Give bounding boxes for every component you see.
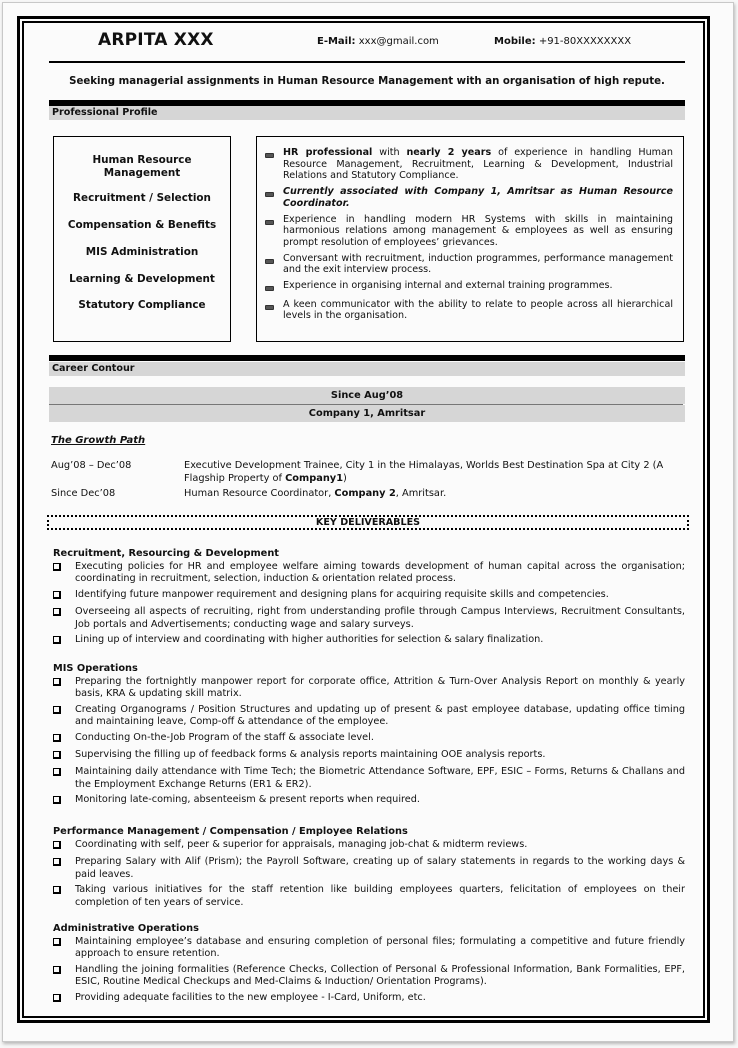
- email: [317, 36, 439, 47]
- text: Coordinating with self, peer & superior for appraisals, managing job-chat & midterm reviews.: [75, 839, 528, 850]
- square-bullet-icon: [53, 563, 61, 571]
- growth-date: Aug’08 – Dec’08: [51, 460, 132, 471]
- square-bullet-icon: [53, 841, 61, 849]
- text: Conducting On-the-Job Program of the staff & associate level.: [75, 731, 374, 743]
- square-bullet-icon: [53, 706, 61, 714]
- skill-item: Statutory Compliance: [78, 299, 206, 311]
- header-divider: [49, 61, 685, 63]
- rectangle-bullet-icon: [265, 153, 274, 158]
- deliverables-section: [53, 826, 685, 912]
- text: of experience in handling Human Resource Management, Recruitment, Learning & Development, Industrial Relations and Statutory Compliance.: [283, 147, 673, 182]
- core-skills-box: [53, 136, 231, 342]
- square-bullet-icon: [53, 678, 61, 686]
- square-bullet-icon: [53, 768, 61, 776]
- deliverables-section: [53, 663, 685, 812]
- growth-entry: [51, 488, 683, 501]
- rectangle-bullet-icon: [265, 220, 274, 225]
- career-company: Company 1, Amritsar: [49, 405, 685, 422]
- mobile: [494, 36, 631, 47]
- square-bullet-icon: [53, 938, 61, 946]
- candidate-name: ARPITA XXX: [98, 30, 214, 50]
- text: Lining up of interview and coordinating with higher authorities for selection & salary finalization.: [75, 634, 544, 646]
- growth-path-title: The Growth Path: [51, 435, 146, 446]
- profile-bullet: [265, 186, 673, 209]
- skill-item: Compensation & Benefits: [67, 219, 217, 231]
- profile-bullet: [265, 253, 673, 276]
- profile-bullet: [265, 214, 673, 249]
- text: ): [343, 472, 347, 484]
- square-bullet-icon: [53, 591, 61, 599]
- rectangle-bullet-icon: [265, 286, 274, 291]
- deliverable-item: [53, 606, 685, 631]
- deliverable-item: [53, 732, 685, 746]
- rectangle-bullet-icon: [265, 259, 274, 264]
- text: with: [372, 147, 407, 158]
- profile-bullet: [265, 299, 673, 322]
- section-title-professional-profile: Professional Profile: [49, 106, 685, 120]
- square-bullet-icon: [53, 734, 61, 742]
- deliverables-heading: Administrative Operations: [53, 923, 199, 934]
- deliverable-item: [53, 676, 685, 701]
- company-name: Company 2: [334, 488, 396, 499]
- text: Taking various initiatives for the staff retention like building employees quarters, felicitation of employees on their completion of ten years of service.: [75, 884, 685, 908]
- text: Monitoring late-coming, absenteeism & present reports when required.: [75, 794, 420, 806]
- text: A keen communicator with the ability to relate to people across all hierarchical levels in the organisation.: [283, 298, 673, 322]
- deliverables-heading: Recruitment, Resourcing & Development: [53, 548, 279, 559]
- deliverables-heading: MIS Operations: [53, 663, 138, 674]
- section-title-career-contour: Career Contour: [49, 362, 685, 376]
- profile-summary-box: [256, 136, 684, 342]
- deliverables-section: [53, 923, 685, 1009]
- text: Maintaining employee’s database and ensuring completion of personal files; formulating a competitive and future friendly approach to ensure retention.: [75, 936, 685, 960]
- text: Providing adequate facilities to the new employee - I-Card, Uniform, etc.: [75, 991, 426, 1003]
- rectangle-bullet-icon: [265, 192, 274, 197]
- deliverable-item: [53, 766, 685, 791]
- email-value: xxx@gmail.com: [358, 36, 439, 47]
- deliverable-item: [53, 794, 685, 808]
- deliverable-item: [53, 936, 685, 961]
- deliverables-section: [53, 548, 685, 651]
- square-bullet-icon: [53, 751, 61, 759]
- growth-description: [184, 488, 683, 501]
- objective-statement: Seeking managerial assignments in Human Resource Management with an organisation of high repute.: [69, 76, 665, 87]
- growth-description: [184, 460, 683, 485]
- text: Experience in organising internal and external training programmes.: [283, 280, 613, 292]
- skill-item: Recruitment / Selection: [73, 192, 211, 204]
- company-name: Company1: [285, 472, 344, 484]
- deliverable-item: [53, 856, 685, 881]
- deliverable-item: [53, 964, 685, 989]
- deliverable-item: [53, 589, 685, 603]
- text: Maintaining daily attendance with Time Tech; the Biometric Attendance Software, EPF, ESIC – Forms, Returns & Challans and the Employment Exchange Returns (ER1 & ER2).: [75, 766, 685, 790]
- text: , Amritsar.: [395, 488, 447, 499]
- text: Executive Development Trainee, City 1 in the Himalayas, Worlds Best Destination Spa at City 2 (A Flagship Property of: [184, 460, 664, 484]
- growth-entry: [51, 460, 683, 485]
- text: Experience in handling modern HR Systems with skills in maintaining harmonious relations among management & employees as well as ensuring prompt resolution of employees’ grievances.: [283, 213, 673, 248]
- text: Executing policies for HR and employee welfare aiming towards development of human capital across the organisation; coordinating in recruitment, selection, induction & orientation related process.: [75, 561, 685, 585]
- deliverables-heading: Performance Management / Compensation / Employee Relations: [53, 826, 408, 837]
- text: Preparing the fortnightly manpower report for corporate office, Attrition & Turn-Over Analysis Report on monthly & yearly basis, KRA & updating skill matrix.: [75, 676, 685, 700]
- deliverable-item: [53, 839, 685, 853]
- profile-bullet: [265, 280, 673, 295]
- square-bullet-icon: [53, 966, 61, 974]
- growth-date: Since Dec’08: [51, 488, 116, 499]
- square-bullet-icon: [53, 608, 61, 616]
- text: Identifying future manpower requirement and designing plans for acquiring requisite skills and competencies.: [75, 588, 609, 600]
- text: Supervising the filling up of feedback forms & analysis reports maintaining OOE analysis reports.: [75, 749, 546, 761]
- square-bullet-icon: [53, 858, 61, 866]
- square-bullet-icon: [53, 886, 61, 894]
- highlight-text: HR professional: [283, 147, 373, 158]
- mobile-label: Mobile:: [494, 36, 536, 47]
- text: Overseeing all aspects of recruiting, right from understanding profile through Campus Interviews, Recruitment Consultants, Job portals and Advertisements; conducting wage and salary surveys.: [75, 606, 685, 630]
- deliverable-item: [53, 704, 685, 729]
- skill-item: Human Resource Management: [92, 154, 192, 179]
- career-period: Since Aug’08: [49, 387, 685, 404]
- current-role-text: Currently associated with Company 1, Amritsar as Human Resource Coordinator.: [283, 186, 673, 209]
- email-label: E-Mail:: [317, 36, 356, 47]
- text: Handling the joining formalities (Reference Checks, Collection of Personal & Professional Information, Bank Formalities, EPF, ESIC, Routine Medical Checkups and Med-Claims & Induction/ Orientation Programs).: [75, 963, 685, 988]
- text: Human Resource Coordinator,: [184, 488, 335, 499]
- text: Preparing Salary with Alif (Prism); the Payroll Software, creating up of salary statements in regards to the working days & paid leaves.: [75, 856, 685, 880]
- deliverable-item: [53, 634, 685, 648]
- highlight-text: nearly 2 years: [406, 147, 492, 158]
- section-divider: [49, 355, 685, 361]
- profile-bullet: [265, 147, 673, 182]
- deliverable-item: [53, 561, 685, 586]
- key-deliverables-title: KEY DELIVERABLES: [47, 515, 689, 530]
- deliverable-item: [53, 992, 685, 1006]
- skill-item: Learning & Development: [69, 273, 215, 285]
- square-bullet-icon: [53, 796, 61, 804]
- square-bullet-icon: [53, 636, 61, 644]
- header: [49, 30, 685, 54]
- deliverable-item: [53, 884, 685, 909]
- square-bullet-icon: [53, 994, 61, 1002]
- mobile-value: +91-80XXXXXXXX: [538, 36, 632, 47]
- deliverable-item: [53, 749, 685, 763]
- skill-item: MIS Administration: [85, 246, 199, 258]
- text: Conversant with recruitment, induction programmes, performance management and the exit interview process.: [283, 252, 673, 276]
- rectangle-bullet-icon: [265, 305, 274, 310]
- text: Creating Organograms / Position Structures and updating up of present & past employee database, updating office timing and maintaining leave, Comp-off & attendance of the employee.: [75, 703, 685, 728]
